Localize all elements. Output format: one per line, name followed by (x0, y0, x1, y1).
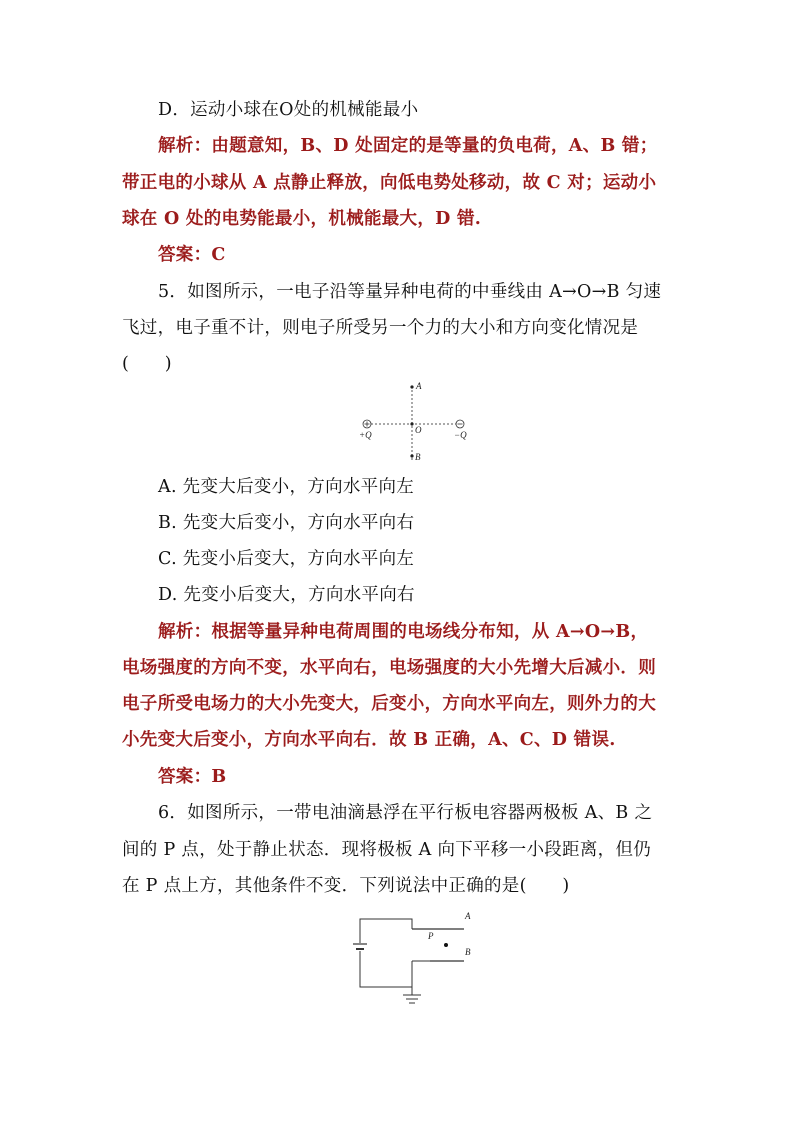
q5-option-c: C. 先变小后变大，方向水平向左 (158, 549, 415, 569)
q6-label-b: B (465, 947, 471, 957)
q6-stem-line-1: 6．如图所示，一带电油滴悬浮在平行板电容器两极板 A、B 之 (158, 803, 653, 823)
q4-answer (158, 243, 718, 267)
q5-label-a: A (416, 381, 422, 391)
q5-option-a: A. 先变大后变小，方向水平向左 (158, 477, 415, 497)
q5-stem-line-1: 5．如图所示，一电子沿等量异种电荷的中垂线由 A→O→B 匀速 (158, 282, 662, 302)
q6-label-p: P (428, 931, 434, 941)
q4-analysis-line-3: 球在 O 处的电势能最小，机械能最大，D 错. (122, 209, 482, 229)
q5-analysis-line-4: 小先变大后变小，方向水平向右．故 B 正确，A、C、D 错误. (122, 730, 616, 750)
q5-point-a (410, 385, 413, 388)
q6-stem-line-3: 在 P 点上方，其他条件不变．下列说法中正确的是( ) (122, 876, 570, 896)
q4-analysis-label: 解析 (158, 136, 194, 156)
q5-answer-value: ：B (193, 767, 227, 787)
q4-analysis-line-1: 解析：由题意知，B、D 处固定的是等量的负电荷，A、B 错； (158, 136, 658, 156)
q5-answer (158, 765, 718, 789)
q4-answer-value: ：C (193, 245, 226, 265)
q4-analysis-line-2: 带正电的小球从 A 点静止释放，向低电势处移动，故 C 对；运动小 (122, 173, 657, 193)
q6-capacitor-circuit (352, 905, 482, 1010)
q4-answer-label: 答案 (158, 245, 194, 265)
q5-answer-label: 答案 (158, 767, 194, 787)
q5-stem-line-3: ( ) (122, 354, 172, 374)
q5-charge-figure (350, 380, 480, 464)
q5-label-minus-q: −Q (454, 430, 467, 440)
q5-label-o: O (415, 425, 422, 435)
q5-analysis-line-2: 电场强度的方向不变，水平向右，电场强度的大小先增大后减小．则 (122, 658, 656, 678)
q4-option-d: D．运动小球在O处的机械能最小 (158, 100, 419, 120)
q5-label-b: B (415, 452, 421, 462)
q6-label-a: A (465, 911, 471, 921)
q5-analysis-label: 解析 (158, 622, 194, 642)
q5-label-plus-q: +Q (359, 430, 372, 440)
q5-analysis-line-1: 解析：根据等量异种电荷周围的电场线分布知，从 A→O→B， (158, 622, 649, 642)
q6-oil-drop (444, 943, 448, 947)
q5-analysis-line-3: 电子所受电场力的大小先变大，后变小，方向水平向左，则外力的大 (122, 694, 656, 714)
q5-stem-line-2: 飞过，电子重不计，则电子所受另一个力的大小和方向变化情况是 (122, 318, 639, 338)
q5-option-d: D. 先变小后变大，方向水平向右 (158, 585, 415, 605)
q5-point-b (410, 454, 413, 457)
q5-point-o (410, 422, 413, 425)
q6-circuit-wire (360, 919, 412, 987)
q6-stem-line-2: 间的 P 点，处于静止状态．现将极板 A 向下平移一小段距离，但仍 (122, 840, 652, 860)
q5-option-b: B. 先变大后变小，方向水平向右 (158, 513, 415, 533)
